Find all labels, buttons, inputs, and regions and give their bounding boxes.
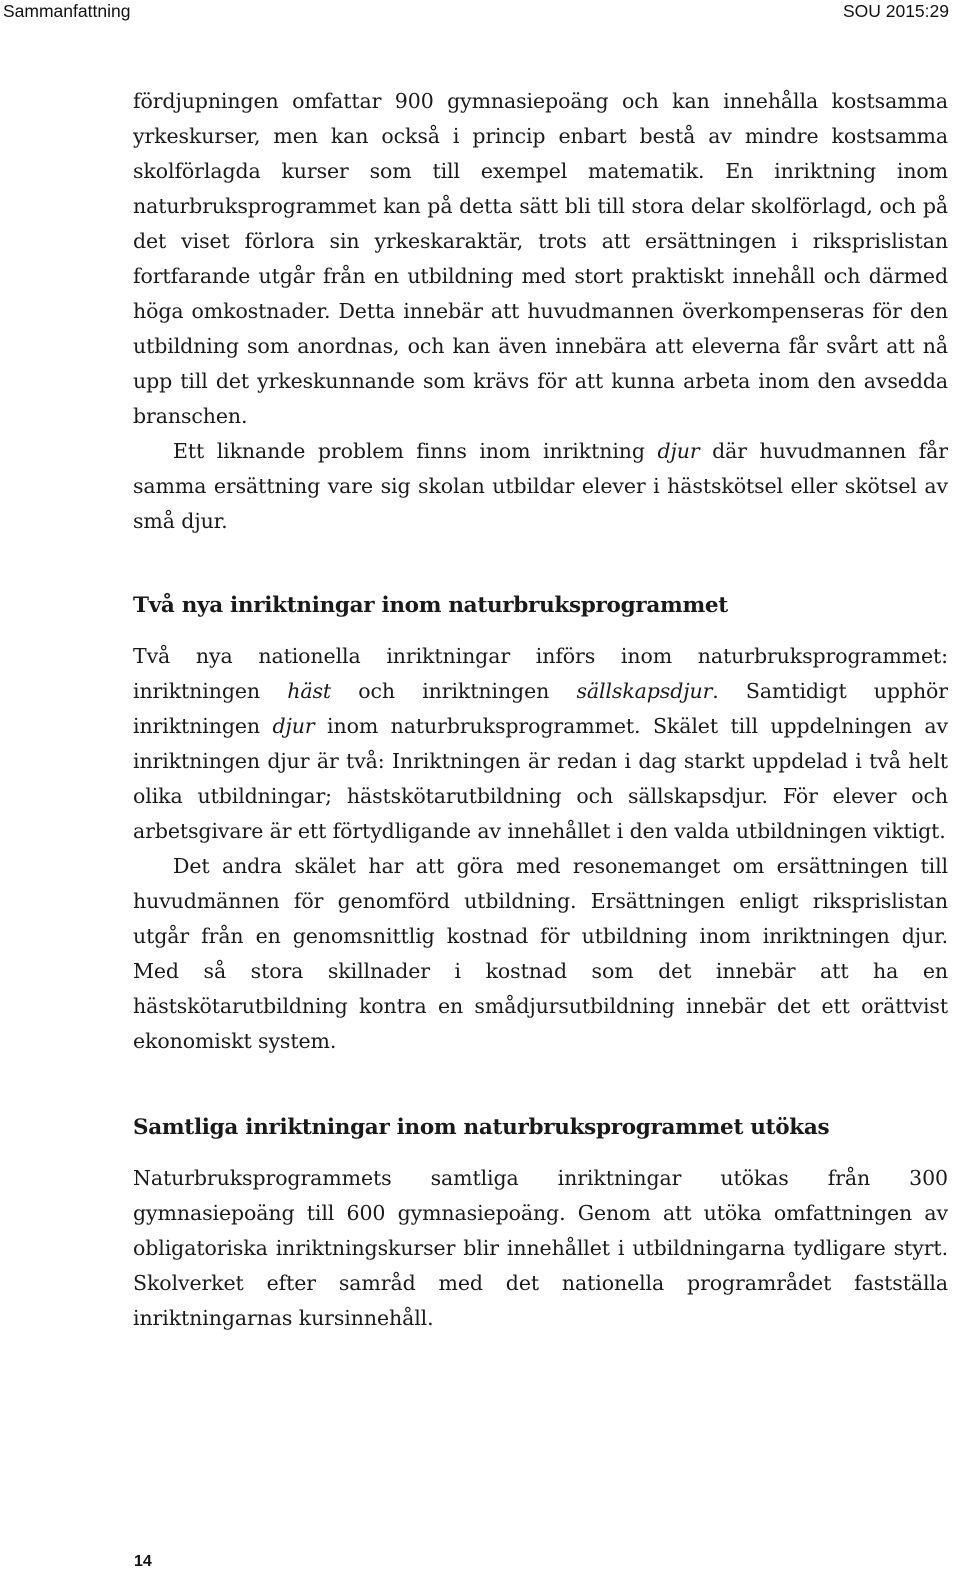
paragraph-3-text-c: . Samtidigt upphör inriktningen: [133, 679, 948, 738]
paragraph-3-emphasis-2: sällskapsdjur: [576, 679, 713, 703]
paragraph-1: fördjupningen omfattar 900 gymnasiepoäng och kan innehålla kostsamma yrkeskurser, men kan också i princip enbart bestå av mindre kostsamma skolförlagda kurser som till exempel matematik. En inriktning inom naturbruksprogrammet kan på detta sätt bli till stora delar skolförlagd, och på det viset förlora sin yrkeskaraktär, trots att ersättningen i riksprislistan fortfarande utgår från en utbildning med stort praktiskt innehåll och därmed höga omkostnader. Detta innebär att huvudmannen överkompenseras för den utbildning som anordnas, och kan även innebära att eleverna får svårt att nå upp till det yrkeskunnande som krävs för att kunna arbeta inom den avsedda branschen.: [133, 89, 948, 428]
document-reference: SOU 2015:29: [842, 1, 949, 21]
paragraph-2-text-a: Ett liknande problem finns inom inriktning: [173, 439, 658, 463]
paragraph-3-text-b: och inriktningen: [331, 679, 577, 703]
paragraph-5: Naturbruksprogrammets samtliga inriktningar utökas från 300 gymnasiepoäng till 600 gymnasiepoäng. Genom att utöka omfattningen av obligatoriska inriktningskurser blir innehållet i utbildningarna tydligare styrt. Skolverket efter samråd med det nationella programrådet fastställa inriktningarnas kursinnehåll.: [133, 1166, 948, 1330]
paragraph-4: Det andra skälet har att göra med resonemanget om ersättningen till huvudmännen för genomförd utbildning. Ersättningen enligt riksprislistan utgår från en genomsnittlig kostnad för utbildning inom inriktningen djur. Med så stora skillnader i kostnad som det innebär att ha en hästskötarutbildning kontra en smådjursutbildning innebär det ett orättvist ekonomiskt system.: [133, 854, 948, 1053]
page-number: 14: [134, 1553, 152, 1570]
paragraph-3-emphasis-3: djur: [272, 714, 315, 738]
section-heading-2: Samtliga inriktningar inom naturbruksprogrammet utökas: [133, 1115, 830, 1140]
page-body: [133, 84, 948, 1336]
paragraph-2-text-b: där huvudmannen får samma ersättning vare sig skolan utbildar elever i hästskötsel eller skötsel av små djur.: [133, 439, 948, 533]
paragraph-2: [133, 434, 948, 539]
paragraph-3-text-d: inom naturbruksprogrammet. Skälet till uppdelningen av inriktningen djur är två: Inriktningen är redan i dag starkt uppdelad i två helt olika utbildningar; hästskötarutbildning och sällskapsdjur. För elever och arbetsgivare är ett förtydligande av innehållet i den valda utbildningen viktigt.: [133, 714, 948, 843]
paragraph-2-emphasis: djur: [657, 439, 700, 463]
paragraph-3-text-a: Två nya nationella inriktningar införs inom naturbruksprogrammet: inriktningen: [133, 644, 948, 703]
paragraph-3: [133, 639, 948, 849]
paragraph-3-emphasis-1: häst: [287, 679, 332, 703]
section-title: Sammanfattning: [3, 1, 131, 21]
running-header: [0, 0, 960, 22]
section-heading-1: Två nya inriktningar inom naturbruksprogrammet: [133, 593, 728, 618]
